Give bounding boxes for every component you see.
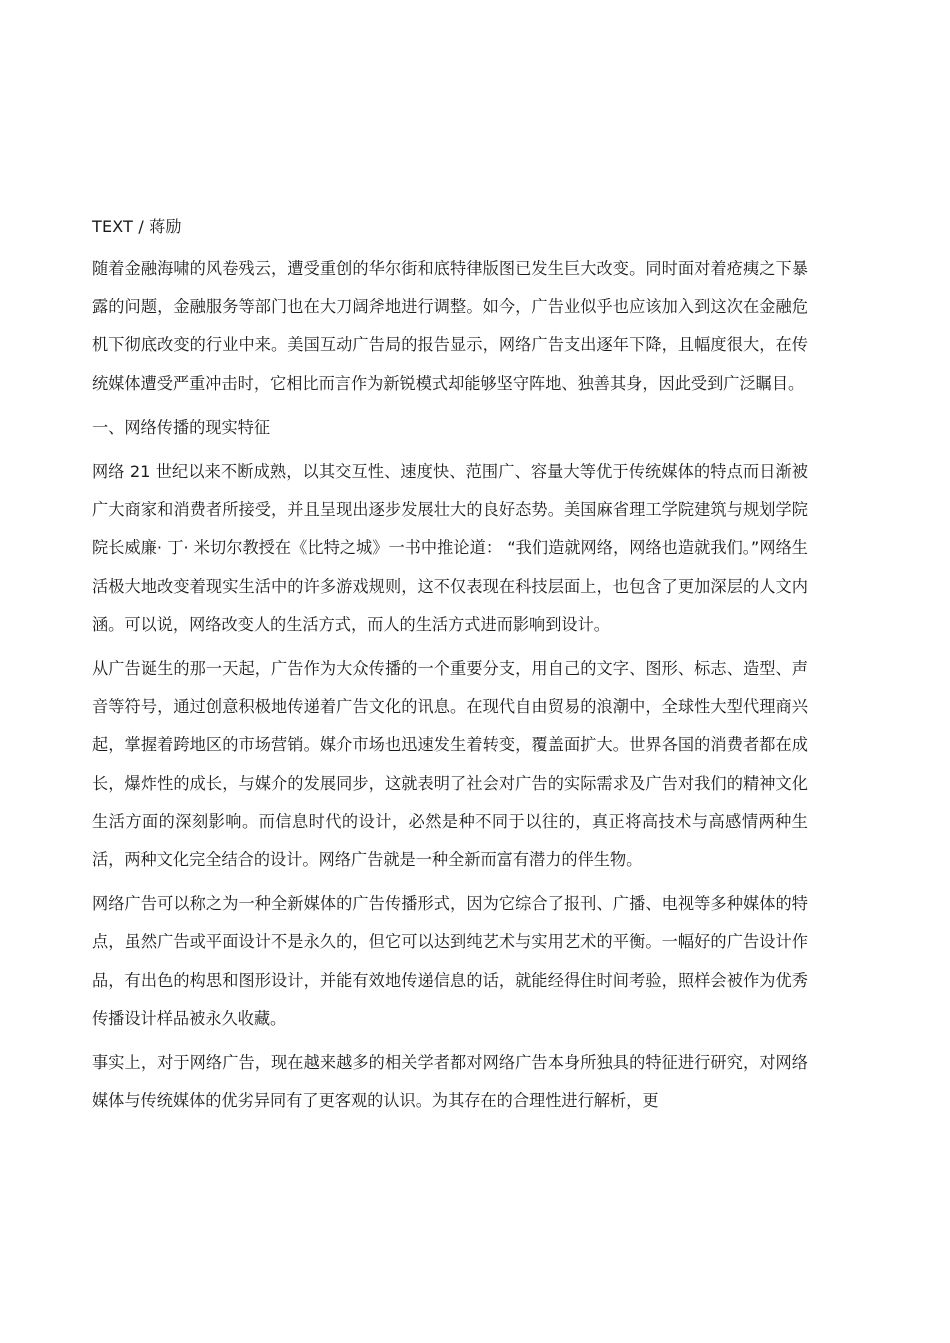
section-heading: 一、网络传播的现实特征 <box>92 417 271 437</box>
body-paragraph: 从广告诞生的那一天起，广告作为大众传播的一个重要分支，用自己的文字、图形、标志、造型、声音等符号，通过创意积极地传递着广告文化的讯息。在现代自由贸易的浪潮中，全球性大型代理商兴起，掌握着跨地区的市场营销。媒介市场也迅速发生着转变，覆盖面扩大。世界各国的消费者都在成长，爆炸性的成长，与媒介的发展同步，这就表明了社会对广告的实际需求及广告对我们的精神文化生活方面的深刻影响。而信息时代的设计，必然是种不同于以往的，真正将高技术与高感情两种生活，两种文化完全结合的设计。网络广告就是一种全新而富有潜力的伴生物。 <box>92 659 808 870</box>
document-page <box>92 214 808 1126</box>
body-paragraph: 网络广告可以称之为一种全新媒体的广告传播形式，因为它综合了报刊、广播、电视等多种媒体的特点，虽然广告或平面设计不是永久的，但它可以达到纯艺术与实用艺术的平衡。一幅好的广告设计作品，有出色的构思和图形设计，并能有效地传递信息的话，就能经得住时间考验，照样会被作为优秀传播设计样品被永久收藏。 <box>92 894 808 1028</box>
body-paragraph: 网络 21 世纪以来不断成熟，以其交互性、速度快、范围广、容量大等优于传统媒体的特点而日渐被广大商家和消费者所接受，并且呈现出逐步发展壮大的良好态势。美国麻省理工学院建筑与规划学院院长威廉· 丁· 米切尔教授在《比特之城》一书中推论道： “我们造就网络，网络也造就我们。”网络生活极大地改变着现实生活中的许多游戏规则，这不仅表现在科技层面上，也包含了更加深层的人文内涵。可以说，网络改变人的生活方式，而人的生活方式进而影响到设计。 <box>92 462 808 634</box>
author-byline: TEXT / 蒋励 <box>92 217 182 236</box>
body-paragraph: 事实上，对于网络广告，现在越来越多的相关学者都对网络广告本身所独具的特征进行研究，对网络媒体与传统媒体的优劣异同有了更客观的认识。为其存在的合理性进行解析，更 <box>92 1053 808 1111</box>
intro-paragraph: 随着金融海啸的风卷残云，遭受重创的华尔街和底特律版图已发生巨大改变。同时面对着疮痍之下暴露的问题，金融服务等部门也在大刀阔斧地进行调整。如今，广告业似乎也应该加入到这次在金融危机下彻底改变的行业中来。美国互动广告局的报告显示，网络广告支出逐年下降，且幅度很大，在传统媒体遭受严重冲击时，它相比而言作为新锐模式却能够坚守阵地、独善其身，因此受到广泛瞩目。 <box>92 259 808 393</box>
